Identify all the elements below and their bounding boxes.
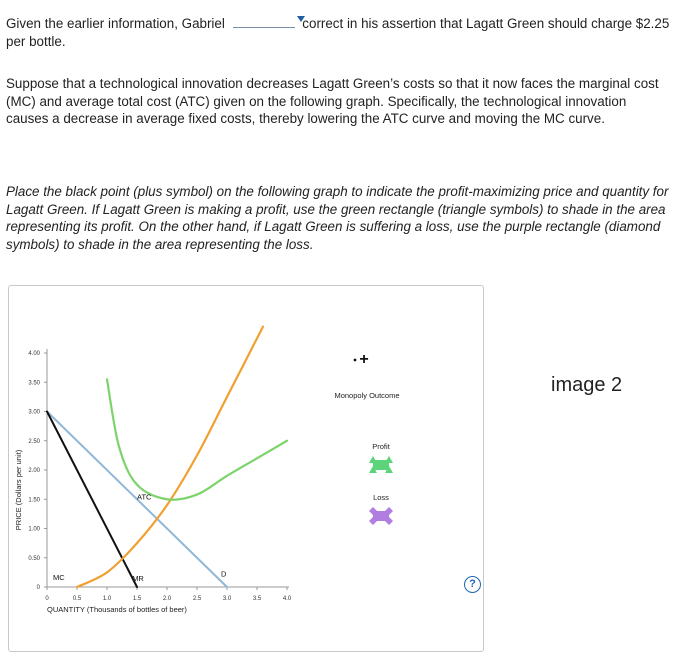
instructions-paragraph: Place the black point (plus symbol) on the following graph to indicate the profit-maximizing price and quantity for Lagatt Green. If Lagatt Green is making a profit, use the green rectangle (triangle symbols) to shade in the area representing its profit. On the other hand, if Lagatt Green is suffering a loss, use the purple rectangle (diamond symbols) to shade in the area representing the loss. [6,184,669,252]
image-caption: image 2 [551,374,623,396]
assertion-dropdown[interactable] [233,13,295,28]
atc-curve [107,379,287,502]
mr-curve [47,412,137,588]
y-axis-label: PRICE (Dollars per unit) [14,449,23,531]
y-tick-label: 1.00 [28,526,40,533]
curves [47,327,287,587]
x-tick-label: 3.5 [252,596,262,602]
x-tick-label: 4.0 [282,596,292,602]
loss-tool[interactable] [369,493,393,525]
x-tick-label: 0.5 [72,596,82,602]
intro-before: Given the earlier information, Gabriel [6,16,225,31]
scenario-paragraph: Suppose that a technological innovation decreases Lagatt Green’s costs so that it now faces the marginal cost (MC) and average total cost (ATC) given on the following graph. Specifically, the technological innovation causes a decrease in average fixed costs, thereby lowering the ATC curve and moving the MC curve. [6,76,659,126]
curve-labels [53,492,227,583]
y-tick-label: 2.50 [28,438,40,445]
y-tick-label: 2.00 [28,468,40,474]
x-axis-label: QUANTITY (Thousands of bottles of beer) [47,605,187,614]
y-tick-label: 0 [36,585,40,591]
x-tick-label: 0 [45,596,49,602]
x-tick-label: 2.5 [192,596,202,602]
cost-curves-graph[interactable] [9,286,483,651]
x-tick-label: 1.5 [132,596,142,602]
mc-curve [77,327,263,587]
plus-icon: + [359,351,369,368]
tool-palette[interactable] [334,351,399,525]
mr-label: MR [132,574,144,584]
y-tick-label: 4.00 [28,351,40,357]
x-tick-label: 3.0 [222,596,232,602]
intro-question [6,13,671,50]
x-tick-label: 2.0 [162,596,172,602]
atc-label: ATC [137,492,152,502]
intro-after: correct in his assertion that Lagatt Green should charge $2.25 per bottle. [6,16,670,49]
monopoly-outcome-label: Monopoly Outcome [334,391,400,400]
x-tick-label: 1.0 [102,596,112,602]
d-label: D [221,569,227,579]
dot-icon [354,359,357,362]
graph-panel [8,285,484,652]
y-tick-label: 1.50 [28,497,40,504]
y-tick-label: 3.50 [28,380,40,387]
mc-label: MC [53,572,65,582]
y-tick-label: 0.50 [28,555,40,562]
profit-label: Profit [372,442,390,451]
chevron-down-icon [297,16,305,22]
y-tick-label: 3.00 [28,409,40,416]
loss-label: Loss [373,493,389,502]
monopoly-outcome-tool[interactable] [334,351,399,400]
profit-tool[interactable] [369,442,393,473]
help-icon[interactable]: ? [464,576,481,593]
